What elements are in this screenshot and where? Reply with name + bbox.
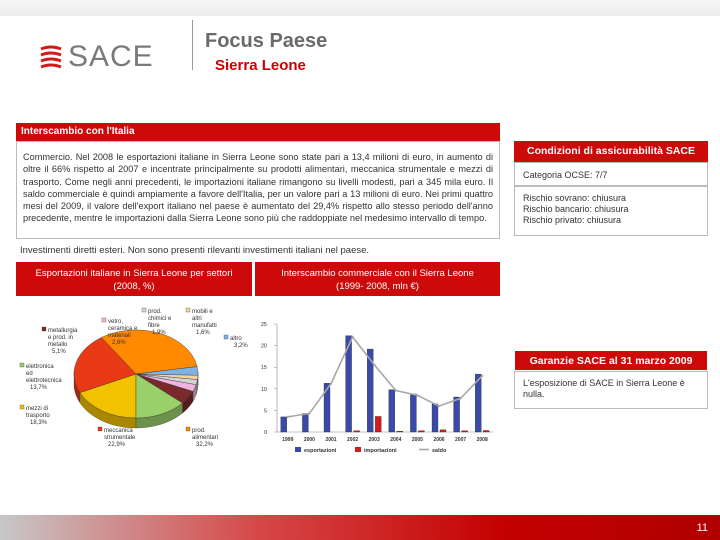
pie-legend-swatch: [20, 363, 24, 367]
pie-legend-swatch: [20, 405, 24, 409]
x-tick-label: 2001: [325, 437, 337, 443]
bar-esportazioni: [324, 383, 330, 432]
pie-legend-swatch: [142, 308, 146, 312]
pie-value-label: 22,9%: [108, 442, 126, 448]
bottom-bar: [0, 515, 720, 540]
intercambio-heading: Interscambio con l'Italia: [16, 123, 500, 141]
legend-label: esportazioni: [304, 448, 337, 454]
rischi-list: [514, 186, 708, 236]
bar-importazioni: [397, 431, 403, 432]
page-subtitle: Sierra Leone: [215, 57, 306, 74]
page-number: 11: [696, 522, 708, 534]
pie-slice-label: elettronica ed elettrotecnica: [26, 364, 62, 384]
pie-legend-swatch: [224, 335, 228, 339]
bar-esportazioni: [389, 390, 395, 432]
investimenti-text: Investimenti diretti esteri. Non sono presenti rilevanti investimenti italiani nel paese.: [20, 245, 370, 256]
sace-logo-icon: [38, 44, 64, 70]
x-tick-label: 2000: [303, 437, 315, 443]
sector-pie-chart: [16, 300, 252, 460]
header-divider: [192, 20, 193, 70]
categoria-ocse: Categoria OCSE: 7/7: [514, 162, 708, 186]
esportazioni-heading: [16, 262, 252, 296]
pie-slice-label: vetro, ceramica e materiali: [108, 319, 138, 339]
y-tick-label: 20: [260, 343, 267, 350]
pie-legend-swatch: [186, 427, 190, 431]
bar-importazioni: [354, 431, 360, 432]
pie-slice-label: altro: [230, 336, 242, 342]
pie-value-label: 13,7%: [30, 385, 48, 391]
intercambio-text: Commercio. Nel 2008 le esportazioni italiane in Sierra Leone sono state pari a 13,4 milioni di euro, in aumento di oltre il 66% rispetto al 2007 e incentrate principalmente su prodotti alimentari, meccanica strumentale e mezzi di trasporto. Come negli anni precedenti, le importazioni italiane rimangono su livelli modesti, pari a 345 mila euro. Il saldo commerciale è quindi ampiamente a favore dell'Italia, per un valore pari a 13 milioni di euro. Nei primi quattro mesi del 2009, il valore dell'export italiano nel paese è aumentato del 29,4% rispetto allo stesso periodo dell'anno precedente, mentre le importazioni dalla Sierra Leone sono più che raddoppiate nel medesimo intervallo di tempo.: [16, 141, 500, 239]
pie-legend-swatch: [186, 308, 190, 312]
bar-importazioni: [462, 431, 468, 432]
pie-legend-swatch: [98, 427, 102, 431]
bar-importazioni: [418, 431, 424, 432]
pie-slice-label: metallurgia e prod. in metallo: [48, 328, 78, 348]
pie-slice-label: mobili e altri manufatti: [192, 309, 217, 329]
legend-label: saldo: [432, 448, 447, 454]
y-tick-label: 25: [260, 322, 267, 328]
x-tick-label: 2002: [347, 437, 359, 443]
pie-legend-swatch: [42, 327, 46, 331]
top-bar: [0, 0, 720, 16]
condizioni-heading: Condizioni di assicurabilità SACE: [514, 141, 708, 162]
pie-chart-area: [16, 300, 252, 460]
bar-esportazioni: [432, 404, 438, 432]
point-saldo: [438, 405, 440, 407]
x-tick-label: 1999: [282, 437, 294, 443]
bar-esportazioni: [454, 397, 460, 432]
pie-value-label: 3,2%: [234, 343, 248, 349]
pie-value-label: 2,6%: [112, 340, 126, 346]
logo-text: SACE: [68, 40, 154, 73]
interscambio-chart-heading: [255, 262, 500, 296]
x-tick-label: 2003: [368, 437, 380, 443]
interscambio-heading-line1: Interscambio commerciale con il Sierra Leone: [281, 268, 474, 279]
bar-esportazioni: [281, 417, 287, 432]
pie-slice-label: mezzi di trasporto: [26, 406, 50, 419]
point-saldo: [416, 394, 418, 396]
pie-slice-label: prod. chimici e fibre: [148, 309, 172, 329]
bar-chart-area: [255, 300, 500, 460]
x-tick-label: 2004: [390, 437, 402, 443]
bar-esportazioni: [410, 394, 416, 432]
page-title: Focus Paese: [205, 30, 328, 52]
point-saldo: [308, 412, 310, 414]
point-saldo: [373, 363, 375, 365]
point-saldo: [330, 382, 332, 384]
y-tick-label: 10: [260, 386, 267, 393]
point-saldo: [481, 375, 483, 377]
bar-esportazioni: [302, 413, 308, 432]
esportazioni-heading-line2: (2008, %): [113, 281, 155, 292]
x-tick-label: 2006: [433, 437, 445, 443]
pie-value-label: 1,9%: [152, 330, 166, 336]
bar-importazioni: [483, 430, 489, 432]
line-saldo: [288, 337, 482, 417]
pie-slice-label: prod. alimentari: [192, 428, 219, 441]
garanzie-text: L'esposizione di SACE in Sierra Leone è nulla.: [514, 371, 708, 409]
x-tick-label: 2007: [455, 437, 467, 443]
garanzie-heading: Garanzie SACE al 31 marzo 2009: [514, 350, 708, 371]
point-saldo: [459, 397, 461, 399]
sace-logo: [38, 40, 168, 76]
point-saldo: [351, 336, 353, 338]
legend-swatch: [355, 447, 361, 452]
bar-importazioni: [440, 430, 446, 432]
y-tick-label: 5: [263, 408, 267, 415]
x-tick-label: 2008: [476, 437, 488, 443]
rischio-privato: Rischio privato: chiusura: [523, 215, 622, 225]
bar-importazioni: [375, 416, 381, 432]
legend-swatch: [295, 447, 301, 452]
point-saldo: [395, 389, 397, 391]
pie-value-label: 18,3%: [30, 420, 48, 426]
rischio-bancario: Rischio bancario: chiusura: [523, 204, 629, 214]
interscambio-heading-line2: (1999- 2008, mln €): [336, 281, 419, 292]
point-saldo: [287, 416, 289, 418]
y-tick-label: 0: [263, 430, 267, 436]
legend-label: importazioni: [364, 448, 397, 454]
pie-value-label: 5,1%: [52, 349, 66, 355]
pie-value-label: 1,6%: [196, 330, 210, 336]
pie-value-label: 32,2%: [196, 442, 214, 448]
x-tick-label: 2005: [411, 437, 423, 443]
pie-slice-label: meccanica strumentale: [104, 428, 136, 441]
rischio-sovrano: Rischio sovrano: chiusura: [523, 193, 627, 203]
pie-legend-swatch: [102, 318, 106, 322]
esportazioni-heading-line1: Esportazioni italiane in Sierra Leone per settori: [35, 268, 233, 279]
y-tick-label: 15: [260, 365, 267, 372]
trade-bar-chart: [255, 300, 500, 460]
